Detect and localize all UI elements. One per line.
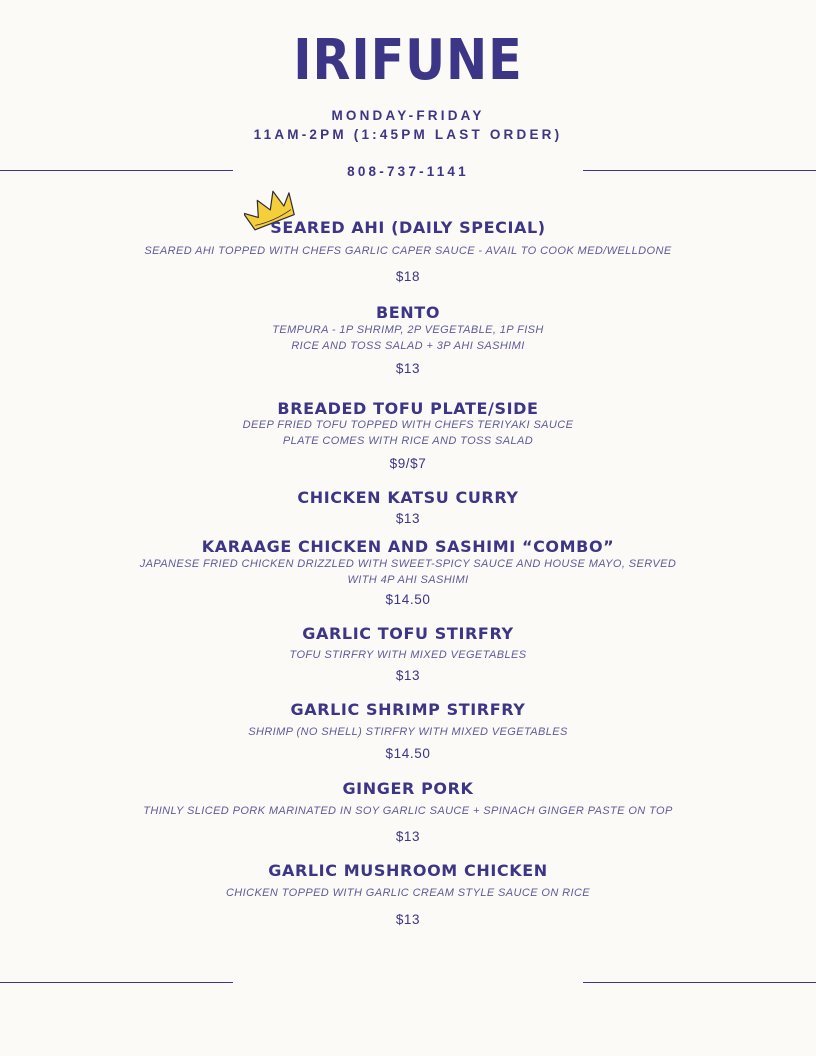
menu-item-description: CHICKEN TOPPED WITH GARLIC CREAM STYLE SAUCE ON RICE	[225, 887, 591, 899]
menu-item-price: $14.50	[385, 592, 431, 607]
phone-number: 808-737-1141	[347, 164, 469, 179]
menu-item-description: SEARED AHI TOPPED WITH CHEFS GARLIC CAPER SAUCE - AVAIL TO COOK MED/WELLDONE	[144, 245, 672, 257]
menu-item-price: $13	[395, 511, 421, 526]
menu-item-price: $13	[395, 668, 421, 683]
restaurant-logo: IRIFUNE	[293, 28, 523, 93]
menu-item-name: SEARED AHI (DAILY SPECIAL)	[270, 218, 546, 237]
menu-item-name: CHICKEN KATSU CURRY	[297, 488, 519, 507]
hours-days: MONDAY-FRIDAY	[331, 108, 485, 123]
menu-item-description: THINLY SLICED PORK MARINATED IN SOY GARLIC SAUCE + SPINACH GINGER PASTE ON TOP	[143, 805, 673, 817]
menu-item-name: GARLIC SHRIMP STIRFRY	[290, 700, 526, 719]
menu-item-description: TOFU STIRFRY WITH MIXED VEGETABLES	[289, 649, 527, 661]
menu-item-name: GARLIC MUSHROOM CHICKEN	[268, 861, 548, 880]
menu-item-name: KARAAGE CHICKEN AND SASHIMI “COMBO”	[201, 537, 615, 556]
divider-bottom-right	[583, 982, 816, 983]
menu-item-description: JAPANESE FRIED CHICKEN DRIZZLED WITH SWEET-SPICY SAUCE AND HOUSE MAYO, SERVED	[139, 558, 677, 570]
menu-item-name: BREADED TOFU PLATE/SIDE	[277, 399, 539, 418]
menu-item-description: TEMPURA - 1P SHRIMP, 2P VEGETABLE, 1P FISH	[272, 324, 544, 336]
menu-item-description: SHRIMP (NO SHELL) STIRFRY WITH MIXED VEGETABLES	[248, 726, 568, 738]
menu-item-name: GARLIC TOFU STIRFRY	[302, 624, 514, 643]
menu-item-name: BENTO	[375, 303, 441, 322]
menu-item-price: $14.50	[385, 746, 431, 761]
hours-times: 11AM-2PM (1:45PM LAST ORDER)	[253, 127, 563, 142]
menu-item-price: $13	[395, 361, 421, 376]
menu-item-name: GINGER PORK	[342, 779, 474, 798]
menu-item-description: DEEP FRIED TOFU TOPPED WITH CHEFS TERIYAKI SAUCE	[242, 419, 574, 431]
divider-bottom-left	[0, 982, 233, 983]
menu-item-price: $9/$7	[389, 456, 427, 471]
menu-item-description: WITH 4P AHI SASHIMI	[347, 574, 469, 586]
menu-item-price: $18	[395, 269, 421, 284]
menu-item-price: $13	[395, 912, 421, 927]
menu-item-description: PLATE COMES WITH RICE AND TOSS SALAD	[282, 435, 534, 447]
menu-item-price: $13	[395, 829, 421, 844]
menu-item-description: RICE AND TOSS SALAD + 3P AHI SASHIMI	[291, 340, 525, 352]
